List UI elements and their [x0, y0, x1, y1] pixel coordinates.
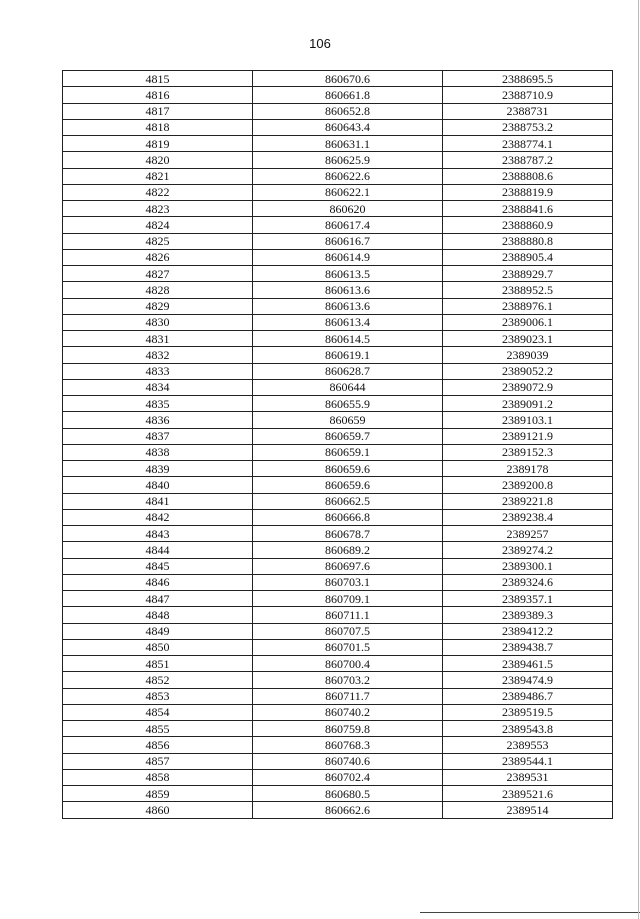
point-id-cell: 4838: [63, 444, 253, 460]
point-id-cell: 4841: [63, 493, 253, 509]
y-coordinate-cell: 2388731: [443, 103, 613, 119]
point-id-cell: 4843: [63, 526, 253, 542]
x-coordinate-cell: 860655.9: [253, 396, 443, 412]
point-id-cell: 4852: [63, 672, 253, 688]
x-coordinate-cell: 860740.2: [253, 704, 443, 720]
y-coordinate-cell: 2389300.1: [443, 558, 613, 574]
point-id-cell: 4859: [63, 786, 253, 802]
y-coordinate-cell: 2388929.7: [443, 266, 613, 282]
x-coordinate-cell: 860613.6: [253, 298, 443, 314]
point-id-cell: 4817: [63, 103, 253, 119]
point-id-cell: 4828: [63, 282, 253, 298]
table-row: [63, 201, 613, 217]
x-coordinate-cell: 860711.7: [253, 688, 443, 704]
table-row: [63, 753, 613, 769]
x-coordinate-cell: 860670.6: [253, 71, 443, 87]
y-coordinate-cell: 2388952.5: [443, 282, 613, 298]
y-coordinate-cell: 2388787.2: [443, 152, 613, 168]
table-row: [63, 412, 613, 428]
table-row: [63, 477, 613, 493]
point-id-cell: 4836: [63, 412, 253, 428]
table-row: [63, 704, 613, 720]
point-id-cell: 4842: [63, 509, 253, 525]
point-id-cell: 4831: [63, 331, 253, 347]
x-coordinate-cell: 860644: [253, 379, 443, 395]
x-coordinate-cell: 860678.7: [253, 526, 443, 542]
y-coordinate-cell: 2389103.1: [443, 412, 613, 428]
table-row: [63, 282, 613, 298]
point-id-cell: 4848: [63, 607, 253, 623]
y-coordinate-cell: 2389274.2: [443, 542, 613, 558]
y-coordinate-cell: 2389514: [443, 802, 613, 818]
table-row: [63, 509, 613, 525]
point-id-cell: 4849: [63, 623, 253, 639]
y-coordinate-cell: 2388710.9: [443, 87, 613, 103]
table-row: [63, 656, 613, 672]
y-coordinate-cell: 2388880.8: [443, 233, 613, 249]
x-coordinate-cell: 860625.9: [253, 152, 443, 168]
point-id-cell: 4824: [63, 217, 253, 233]
point-id-cell: 4845: [63, 558, 253, 574]
table-body: [63, 71, 613, 819]
y-coordinate-cell: 2388819.9: [443, 184, 613, 200]
point-id-cell: 4856: [63, 737, 253, 753]
table-row: [63, 591, 613, 607]
y-coordinate-cell: 2388905.4: [443, 249, 613, 265]
y-coordinate-cell: 2388841.6: [443, 201, 613, 217]
point-id-cell: 4858: [63, 769, 253, 785]
table-row: [63, 87, 613, 103]
y-coordinate-cell: 2389091.2: [443, 396, 613, 412]
table-row: [63, 233, 613, 249]
y-coordinate-cell: 2389543.8: [443, 721, 613, 737]
x-coordinate-cell: 860759.8: [253, 721, 443, 737]
y-coordinate-cell: 2389389.3: [443, 607, 613, 623]
table-row: [63, 623, 613, 639]
point-id-cell: 4855: [63, 721, 253, 737]
point-id-cell: 4818: [63, 119, 253, 135]
y-coordinate-cell: 2389461.5: [443, 656, 613, 672]
x-coordinate-cell: 860616.7: [253, 233, 443, 249]
y-coordinate-cell: 2389438.7: [443, 639, 613, 655]
x-coordinate-cell: 860622.1: [253, 184, 443, 200]
y-coordinate-cell: 2389200.8: [443, 477, 613, 493]
y-coordinate-cell: 2388860.9: [443, 217, 613, 233]
table-row: [63, 71, 613, 87]
table-row: [63, 119, 613, 135]
point-id-cell: 4820: [63, 152, 253, 168]
y-coordinate-cell: 2389006.1: [443, 314, 613, 330]
coordinate-table: [62, 70, 613, 819]
table-row: [63, 688, 613, 704]
x-coordinate-cell: 860661.8: [253, 87, 443, 103]
point-id-cell: 4823: [63, 201, 253, 217]
y-coordinate-cell: 2389152.3: [443, 444, 613, 460]
x-coordinate-cell: 860703.2: [253, 672, 443, 688]
y-coordinate-cell: 2389072.9: [443, 379, 613, 395]
table-row: [63, 542, 613, 558]
y-coordinate-cell: 2389531: [443, 769, 613, 785]
y-coordinate-cell: 2389544.1: [443, 753, 613, 769]
x-coordinate-cell: 860631.1: [253, 136, 443, 152]
point-id-cell: 4819: [63, 136, 253, 152]
y-coordinate-cell: 2388753.2: [443, 119, 613, 135]
table-row: [63, 672, 613, 688]
x-coordinate-cell: 860659.1: [253, 444, 443, 460]
x-coordinate-cell: 860768.3: [253, 737, 443, 753]
y-coordinate-cell: 2388774.1: [443, 136, 613, 152]
x-coordinate-cell: 860711.1: [253, 607, 443, 623]
x-coordinate-cell: 860652.8: [253, 103, 443, 119]
point-id-cell: 4827: [63, 266, 253, 282]
y-coordinate-cell: 2388976.1: [443, 298, 613, 314]
y-coordinate-cell: 2389412.2: [443, 623, 613, 639]
table-row: [63, 769, 613, 785]
y-coordinate-cell: 2389238.4: [443, 509, 613, 525]
x-coordinate-cell: 860614.9: [253, 249, 443, 265]
x-coordinate-cell: 860701.5: [253, 639, 443, 655]
table-row: [63, 737, 613, 753]
x-coordinate-cell: 860703.1: [253, 574, 443, 590]
table-row: [63, 428, 613, 444]
table-row: [63, 639, 613, 655]
table-row: [63, 136, 613, 152]
y-coordinate-cell: 2389178: [443, 461, 613, 477]
point-id-cell: 4830: [63, 314, 253, 330]
y-coordinate-cell: 2389486.7: [443, 688, 613, 704]
point-id-cell: 4844: [63, 542, 253, 558]
x-coordinate-cell: 860680.5: [253, 786, 443, 802]
table-row: [63, 298, 613, 314]
y-coordinate-cell: 2389023.1: [443, 331, 613, 347]
table-row: [63, 396, 613, 412]
x-coordinate-cell: 860659: [253, 412, 443, 428]
point-id-cell: 4816: [63, 87, 253, 103]
table-row: [63, 802, 613, 818]
point-id-cell: 4833: [63, 363, 253, 379]
y-coordinate-cell: 2389324.6: [443, 574, 613, 590]
x-coordinate-cell: 860707.5: [253, 623, 443, 639]
x-coordinate-cell: 860613.6: [253, 282, 443, 298]
table-row: [63, 331, 613, 347]
table-row: [63, 493, 613, 509]
point-id-cell: 4857: [63, 753, 253, 769]
x-coordinate-cell: 860659.6: [253, 477, 443, 493]
x-coordinate-cell: 860659.6: [253, 461, 443, 477]
y-coordinate-cell: 2389521.6: [443, 786, 613, 802]
table-row: [63, 103, 613, 119]
table-row: [63, 607, 613, 623]
table-row: [63, 461, 613, 477]
point-id-cell: 4829: [63, 298, 253, 314]
x-coordinate-cell: 860689.2: [253, 542, 443, 558]
y-coordinate-cell: 2389221.8: [443, 493, 613, 509]
table-row: [63, 379, 613, 395]
table-row: [63, 314, 613, 330]
y-coordinate-cell: 2389039: [443, 347, 613, 363]
table-row: [63, 574, 613, 590]
x-coordinate-cell: 860620: [253, 201, 443, 217]
y-coordinate-cell: 2389257: [443, 526, 613, 542]
x-coordinate-cell: 860659.7: [253, 428, 443, 444]
table-row: [63, 184, 613, 200]
x-coordinate-cell: 860619.1: [253, 347, 443, 363]
x-coordinate-cell: 860700.4: [253, 656, 443, 672]
y-coordinate-cell: 2389052.2: [443, 363, 613, 379]
table-row: [63, 168, 613, 184]
table-row: [63, 786, 613, 802]
point-id-cell: 4846: [63, 574, 253, 590]
x-coordinate-cell: 860614.5: [253, 331, 443, 347]
y-coordinate-cell: 2388695.5: [443, 71, 613, 87]
y-coordinate-cell: 2389121.9: [443, 428, 613, 444]
y-coordinate-cell: 2389474.9: [443, 672, 613, 688]
table-row: [63, 249, 613, 265]
x-coordinate-cell: 860697.6: [253, 558, 443, 574]
point-id-cell: 4850: [63, 639, 253, 655]
point-id-cell: 4835: [63, 396, 253, 412]
x-coordinate-cell: 860662.6: [253, 802, 443, 818]
point-id-cell: 4853: [63, 688, 253, 704]
point-id-cell: 4839: [63, 461, 253, 477]
point-id-cell: 4840: [63, 477, 253, 493]
x-coordinate-cell: 860702.4: [253, 769, 443, 785]
x-coordinate-cell: 860613.5: [253, 266, 443, 282]
x-coordinate-cell: 860666.8: [253, 509, 443, 525]
x-coordinate-cell: 860709.1: [253, 591, 443, 607]
point-id-cell: 4860: [63, 802, 253, 818]
point-id-cell: 4851: [63, 656, 253, 672]
point-id-cell: 4834: [63, 379, 253, 395]
table-row: [63, 217, 613, 233]
y-coordinate-cell: 2389553: [443, 737, 613, 753]
x-coordinate-cell: 860643.4: [253, 119, 443, 135]
point-id-cell: 4832: [63, 347, 253, 363]
table-row: [63, 266, 613, 282]
x-coordinate-cell: 860740.6: [253, 753, 443, 769]
table-row: [63, 444, 613, 460]
scan-right-edge: [638, 0, 639, 919]
x-coordinate-cell: 860628.7: [253, 363, 443, 379]
point-id-cell: 4821: [63, 168, 253, 184]
y-coordinate-cell: 2389519.5: [443, 704, 613, 720]
x-coordinate-cell: 860622.6: [253, 168, 443, 184]
point-id-cell: 4822: [63, 184, 253, 200]
x-coordinate-cell: 860662.5: [253, 493, 443, 509]
table-row: [63, 721, 613, 737]
x-coordinate-cell: 860613.4: [253, 314, 443, 330]
scan-edge-line: [420, 912, 640, 913]
table-row: [63, 558, 613, 574]
table-row: [63, 363, 613, 379]
table-row: [63, 526, 613, 542]
table-row: [63, 347, 613, 363]
page-number: 106: [309, 36, 331, 51]
point-id-cell: 4837: [63, 428, 253, 444]
point-id-cell: 4815: [63, 71, 253, 87]
point-id-cell: 4826: [63, 249, 253, 265]
y-coordinate-cell: 2389357.1: [443, 591, 613, 607]
point-id-cell: 4825: [63, 233, 253, 249]
x-coordinate-cell: 860617.4: [253, 217, 443, 233]
point-id-cell: 4847: [63, 591, 253, 607]
point-id-cell: 4854: [63, 704, 253, 720]
table-row: [63, 152, 613, 168]
y-coordinate-cell: 2388808.6: [443, 168, 613, 184]
